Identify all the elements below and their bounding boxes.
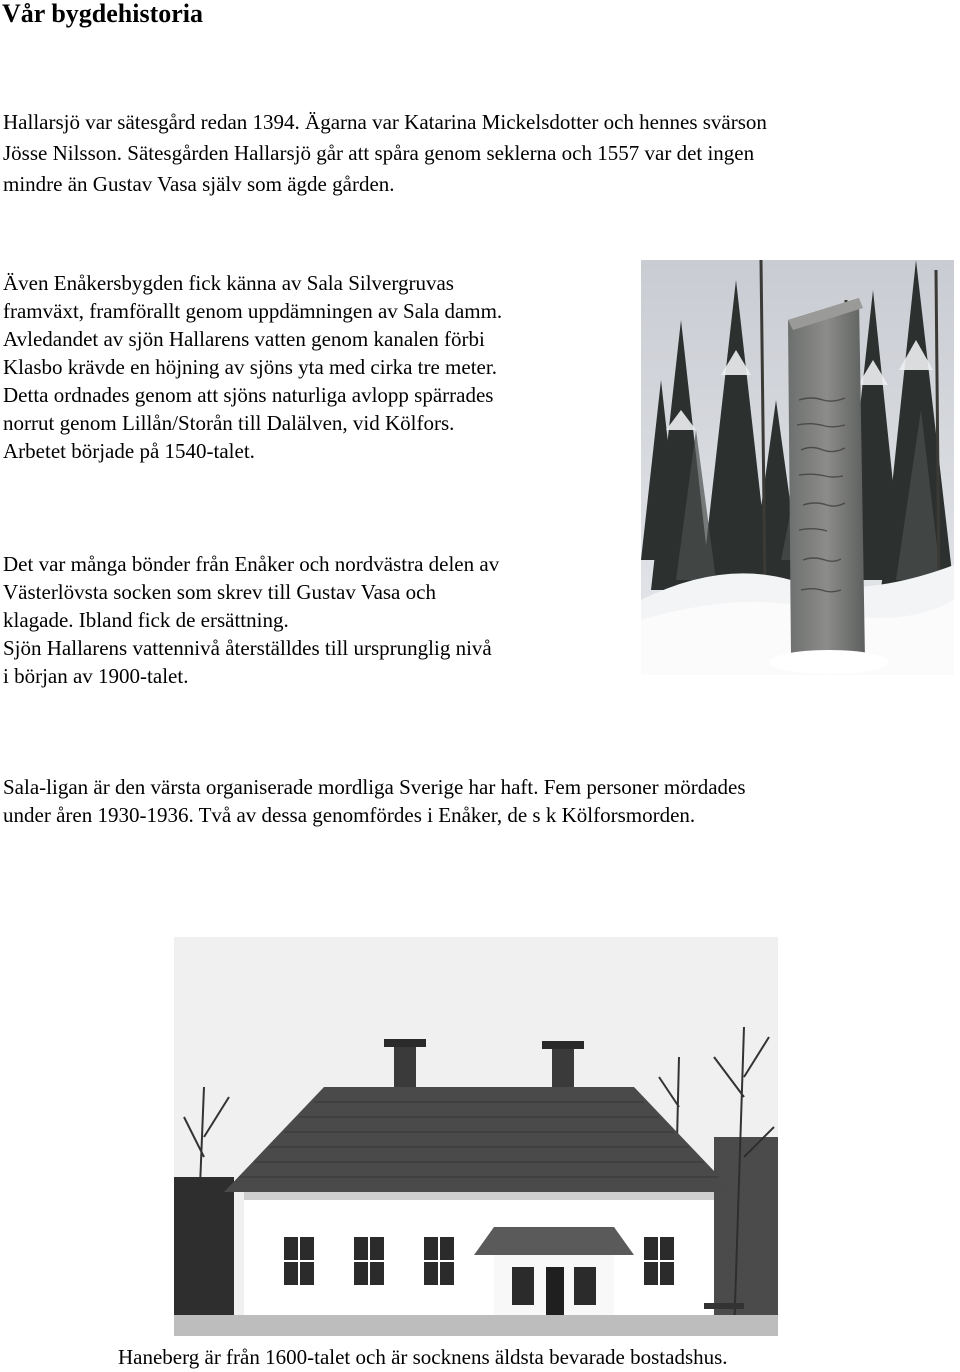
text-line: Sjön Hallarens vattennivå återställdes till ursprunglig nivå	[3, 636, 492, 660]
paragraph-sala-silvergruva	[3, 269, 628, 465]
text-line: Sala-ligan är den värsta organiserade mordliga Sverige har haft. Fem personer mördades	[3, 775, 746, 799]
text-line: mindre än Gustav Vasa själv som ägde gården.	[3, 172, 395, 196]
paragraph-hallarsjo	[3, 107, 953, 200]
text-line: under åren 1930-1936. Två av dessa genomfördes i Enåker, de s k Kölforsmorden.	[3, 803, 696, 827]
text-line: framväxt, framförallt genom uppdämningen av Sala damm.	[3, 299, 503, 323]
paragraph-sala-ligan	[3, 773, 953, 829]
text-line: Jösse Nilsson. Sätesgården Hallarsjö går att spåra genom seklerna och 1557 var det ingen	[3, 141, 755, 165]
text-line: Hallarsjö var sätesgård redan 1394. Ägarna var Katarina Mickelsdotter och hennes svärson	[3, 110, 767, 134]
text-line: Arbetet började på 1540-talet.	[3, 439, 255, 463]
text-line: Avledandet av sjön Hallarens vatten genom kanalen förbi	[3, 327, 485, 351]
paragraph-bonder	[3, 550, 628, 690]
haneberg-house-photo	[174, 937, 778, 1336]
text-line: Det var många bönder från Enåker och nordvästra delen av	[3, 552, 500, 576]
text-line: Detta ordnades genom att sjöns naturliga avlopp spärrades	[3, 383, 494, 407]
memorial-stone-photo	[641, 260, 954, 675]
text-line: i början av 1900-talet.	[3, 664, 189, 688]
text-line: Västerlövsta socken som skrev till Gustav Vasa och	[3, 580, 436, 604]
page-title: Vår bygdehistoria	[2, 0, 204, 28]
text-line: klagade. Ibland fick de ersättning.	[3, 608, 289, 632]
text-line: norrut genom Lillån/Storån till Dalälven, vid Kölfors.	[3, 411, 455, 435]
text-line: Klasbo krävde en höjning av sjöns yta med cirka tre meter.	[3, 355, 497, 379]
text-line: Även Enåkersbygden fick känna av Sala Silvergruvas	[3, 271, 454, 295]
house-photo-caption: Haneberg är från 1600-talet och är socknens äldsta bevarade bostadshus.	[118, 1345, 728, 1369]
